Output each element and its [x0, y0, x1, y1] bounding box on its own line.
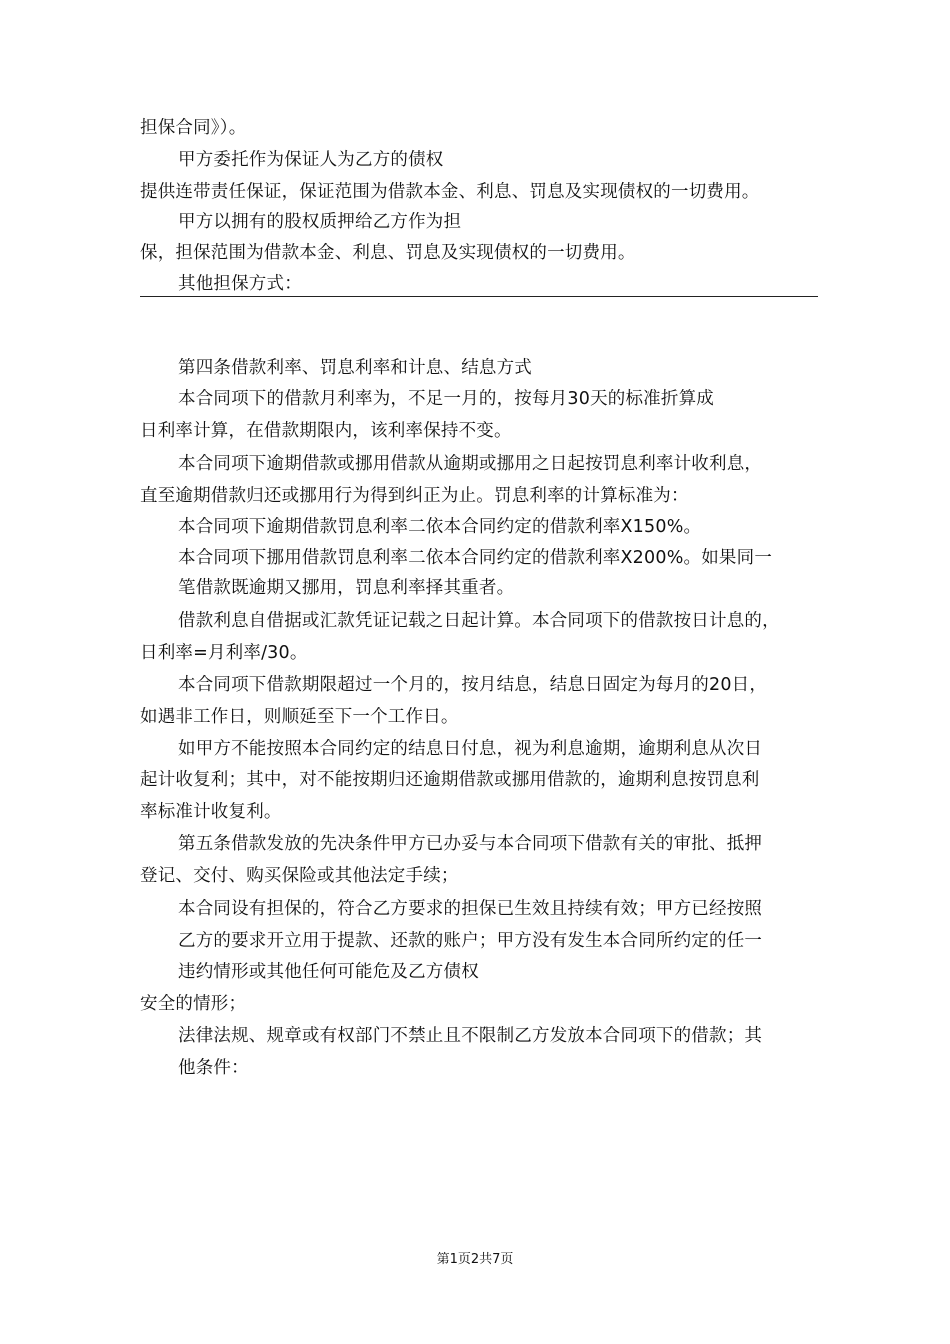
text-line: 本合同设有担保的，符合乙方要求的担保已生效且持续有效；甲方已经按照	[178, 899, 763, 919]
underline-rule	[140, 296, 818, 297]
text-line: 他条件：	[178, 1058, 249, 1078]
text-line: 如甲方不能按照本合同约定的结息日付息，视为利息逾期，逾期利息从次日	[178, 739, 763, 759]
text-line: 日利率计算，在借款期限内，该利率保持不变。	[140, 421, 512, 441]
text-line: 保，担保范围为借款本金、利息、罚息及实现债权的一切费用。	[140, 243, 636, 263]
text-line: 本合同项下的借款月利率为，不足一月的，按每月30天的标准折算成	[178, 389, 714, 409]
text-line: 本合同项下逾期借款或挪用借款从逾期或挪用之日起按罚息利率计收利息，	[178, 454, 763, 474]
text-line: 本合同项下挪用借款罚息利率二依本合同约定的借款利率X200%。如果同一	[178, 548, 773, 568]
section-heading: 第五条借款发放的先决条件甲方已办妥与本合同项下借款有关的审批、抵押	[178, 834, 763, 854]
text-line: 甲方以拥有的股权质押给乙方作为担	[178, 212, 462, 232]
text-line: 安全的情形；	[140, 994, 247, 1014]
text-line: 日利率=月利率/30。	[140, 643, 308, 663]
page-footer	[0, 1251, 950, 1269]
text-line: 违约情形或其他任何可能危及乙方债权	[178, 962, 479, 982]
text-line: 起计收复利；其中，对不能按期归还逾期借款或挪用借款的，逾期利息按罚息利	[140, 770, 760, 790]
text-line: 担保合同》）。	[140, 118, 247, 138]
section-heading: 第四条借款利率、罚息利率和计息、结息方式	[178, 358, 532, 378]
text-line: 本合同项下逾期借款罚息利率二依本合同约定的借款利率X150%。	[178, 517, 702, 537]
text-line: 笔借款既逾期又挪用，罚息利率择其重者。	[178, 578, 515, 598]
text-line: 登记、交付、购买保险或其他法定手续；	[140, 866, 459, 886]
text-line: 法律法规、规章或有权部门不禁止且不限制乙方发放本合同项下的借款；其	[178, 1026, 763, 1046]
text-line: 本合同项下借款期限超过一个月的，按月结息，结息日固定为每月的20日，	[178, 675, 768, 695]
text-line: 乙方的要求开立用于提款、还款的账户；甲方没有发生本合同所约定的任一	[178, 931, 763, 951]
text-line: 提供连带责任保证，保证范围为借款本金、利息、罚息及实现债权的一切费用。	[140, 182, 760, 202]
text-line: 其他担保方式：	[178, 274, 302, 294]
page-number: 第1页2共7页	[436, 1252, 514, 1267]
text-line: 甲方委托作为保证人为乙方的债权	[178, 150, 444, 170]
text-line: 率标准计收复利。	[140, 802, 282, 822]
text-line: 直至逾期借款归还或挪用行为得到纠正为止。罚息利率的计算标准为：	[140, 486, 689, 506]
text-line: 借款利息自借据或汇款凭证记载之日起计算。本合同项下的借款按日计息的，	[178, 611, 780, 631]
text-line: 如遇非工作日，则顺延至下一个工作日。	[140, 707, 459, 727]
